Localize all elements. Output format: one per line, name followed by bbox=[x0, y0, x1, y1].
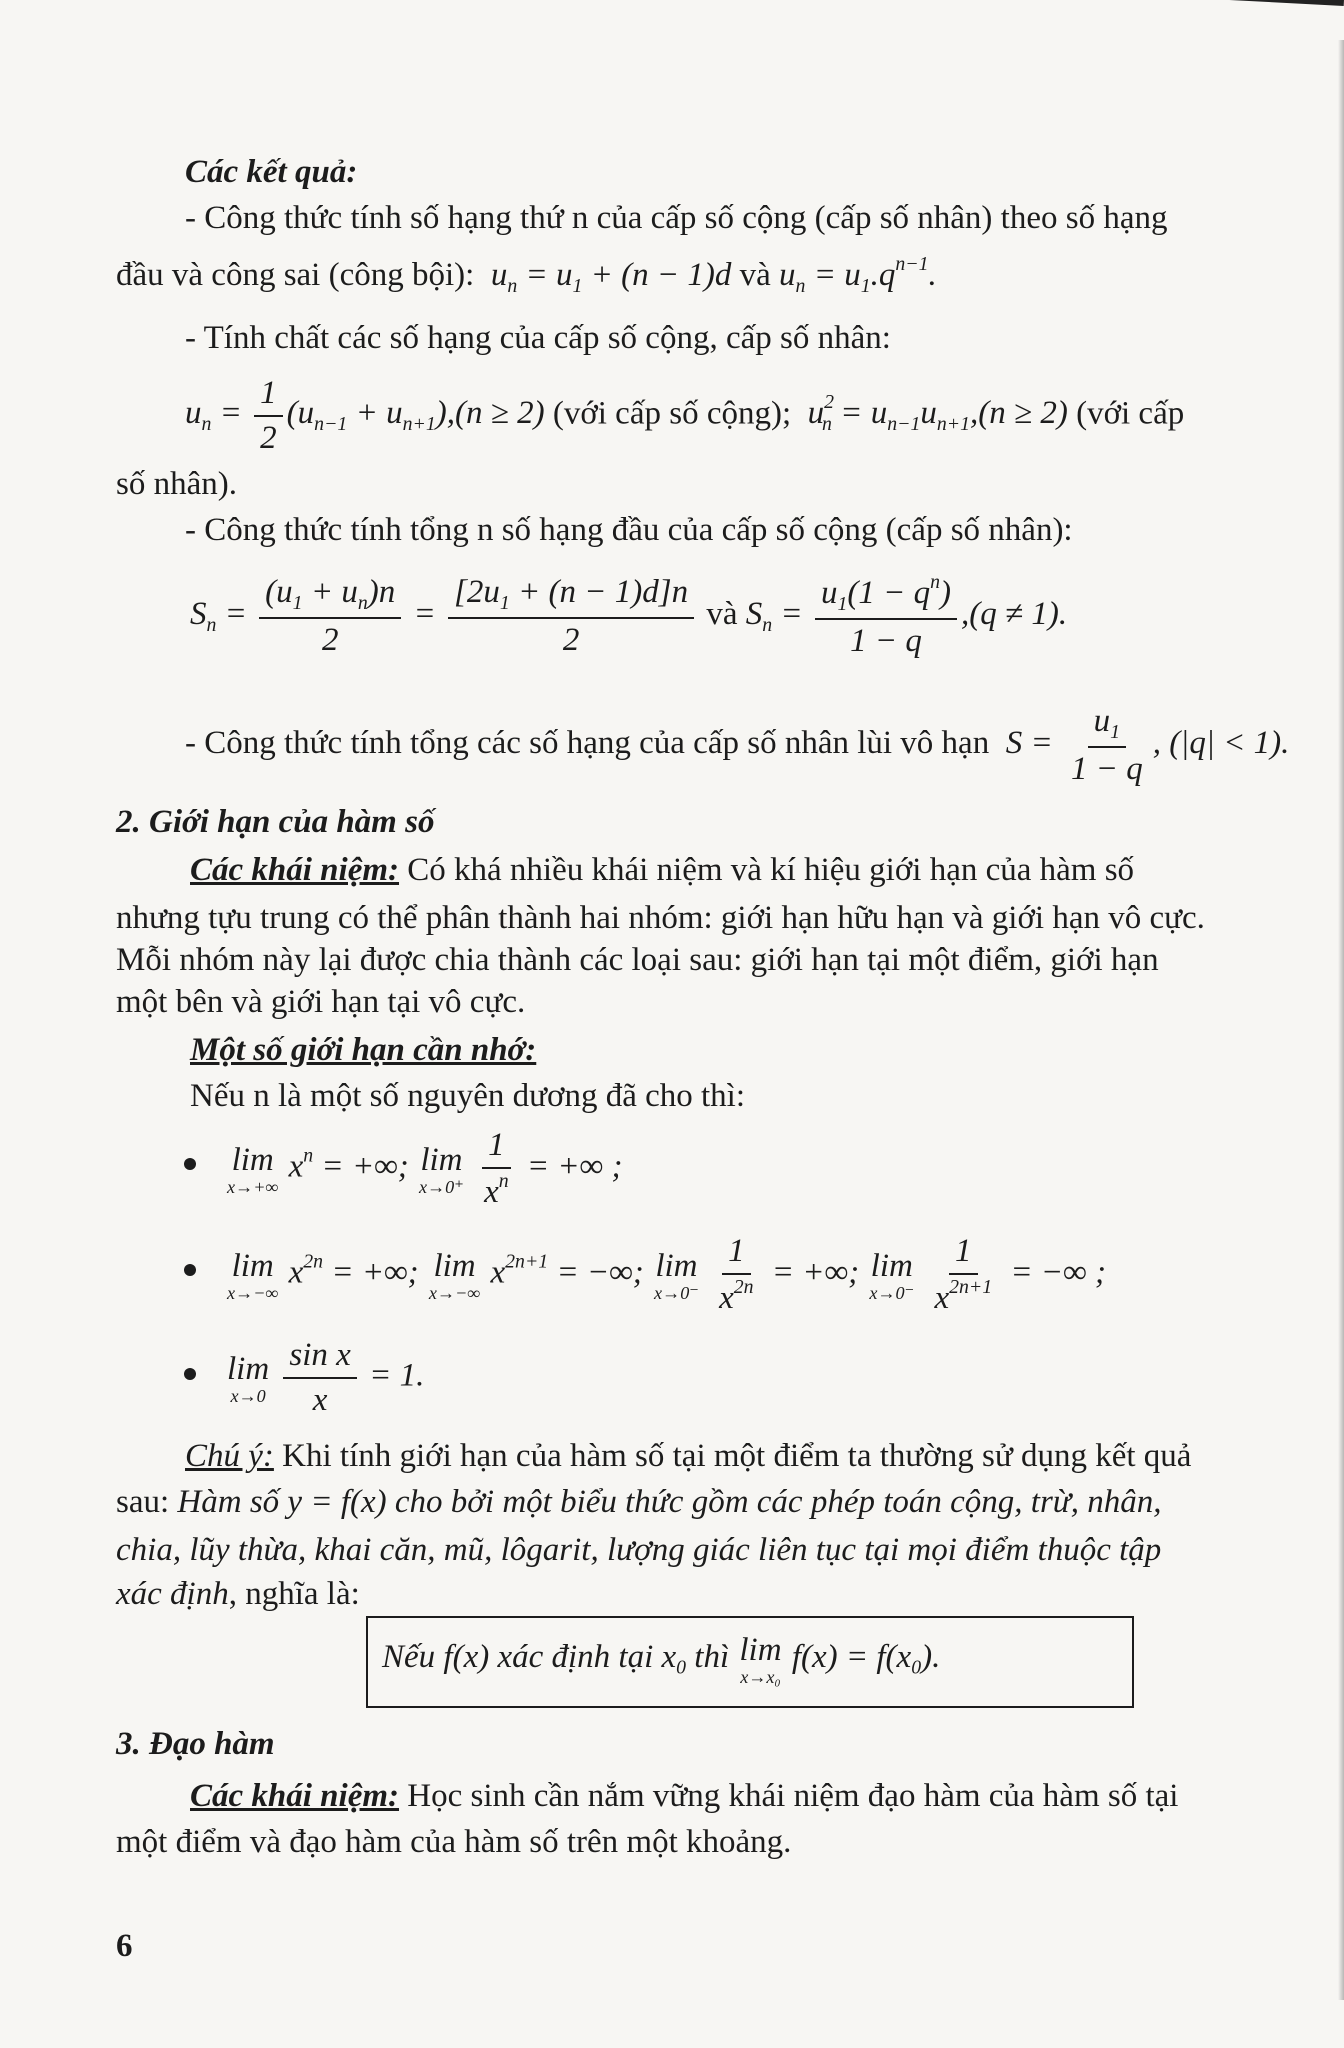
formula-geometric-property: $u^2_n = u_{n-1}u_{n+1},(n \ge 2)$ bbox=[799, 391, 1068, 436]
box-text: Nếu f(x) xác định tại x bbox=[382, 1638, 677, 1675]
paragraph-line: Nếu n là một số nguyên dương đã cho thì: bbox=[190, 1078, 746, 1114]
paragraph-line bbox=[116, 1482, 1162, 1523]
label-concepts: Các khái niệm: bbox=[190, 1778, 400, 1814]
label-note: Chú ý: bbox=[185, 1438, 274, 1474]
conjunction-text: và bbox=[739, 256, 771, 293]
paragraph-line: chia, lũy thừa, khai căn, mũ, lôgarit, lượng giác liên tục tại mọi điểm thuộc tập bbox=[116, 1532, 1162, 1568]
scan-edge-line bbox=[1214, 0, 1344, 6]
paragraph-text: Học sinh cần nắm vững khái niệm đạo hàm của hàm số tại bbox=[407, 1778, 1179, 1814]
paragraph-text: Khi tính giới hạn của hàm số tại một điểm ta thường sử dụng kết quả bbox=[282, 1438, 1192, 1474]
results-heading: Các kết quả: bbox=[185, 154, 358, 190]
formula-arithmetic-property: $u_n$ = $\frac{1}{2}$ $(u_{n-1} + u_{n+1}),(n \ge 2)$ bbox=[185, 395, 545, 431]
fraction: $\frac{1}{2}$ bbox=[254, 372, 283, 460]
paragraph-text: (với cấp bbox=[1076, 395, 1185, 432]
section-heading-limits: 2. Giới hạn của hàm số bbox=[116, 804, 435, 840]
paragraph-line-with-formula bbox=[116, 252, 937, 299]
paragraph-text: - Công thức tính tổng các số hạng của cấp số nhân lùi vô hạn bbox=[185, 724, 990, 761]
fraction: $\frac{u_1}{1 - q}$ bbox=[1065, 700, 1149, 791]
bullet bbox=[184, 1368, 196, 1380]
fraction: $\frac{[2u_1 + (n - 1)d]n}{2}$ bbox=[448, 571, 694, 662]
conjunction-text: và bbox=[706, 595, 738, 632]
formula-arithmetic-sum: $S_n$ = $\frac{(u_1 + u_n)n}{2}$ = $\frac{[2u_1 + (n - 1)d]n}{2}$ bbox=[190, 596, 698, 632]
page-edge-shadow bbox=[1338, 40, 1344, 2000]
paragraph-text: , nghĩa là: bbox=[228, 1576, 360, 1612]
property-formulas bbox=[185, 372, 1184, 460]
limit-formula-2: lim x→−∞ $x^{2n}$ = +∞; lim x→−∞ $x^{2n+1}$ = −∞; lim x→0⁻ $\frac{1}{x^{2n}}$ = +∞; lim x→0⁻ $\frac{1}{x^{2n+1}}$ = −∞ ; bbox=[225, 1230, 1106, 1320]
bullet bbox=[184, 1264, 196, 1276]
fraction: $\frac{u_1(1 - q^n)}{1 - q}$ bbox=[815, 570, 957, 662]
limits-heading: Một số giới hạn cần nhớ: bbox=[190, 1032, 537, 1068]
section-heading-derivative: 3. Đạo hàm bbox=[116, 1726, 275, 1762]
boxed-statement: Nếu f(x) xác định tại $x_0$ thì lim x→x₀ $f(x) = f(x_0)$. bbox=[382, 1632, 941, 1688]
formula-arithmetic-term: $u_n = u_1 + (n - 1)d$ bbox=[482, 256, 732, 297]
paragraph-line bbox=[185, 1436, 1191, 1477]
formula-geometric-term: $u_n = u_1.q^{n-1}$. bbox=[779, 253, 937, 297]
paragraph-line bbox=[190, 850, 1134, 891]
paragraph-text: xác định bbox=[116, 1576, 229, 1612]
paragraph-line: số nhân). bbox=[116, 466, 237, 502]
limit-formula-3: lim x→0 $\frac{\text{sin x}}{x}$ = 1. bbox=[225, 1334, 424, 1422]
sum-formulas bbox=[190, 570, 1067, 662]
paragraph-text: Hàm số y = f(x) cho bởi một biểu thức gồm các phép toán cộng, trừ, nhân, bbox=[177, 1484, 1162, 1520]
paragraph-line: một điểm và đạo hàm của hàm số trên một khoảng. bbox=[116, 1824, 792, 1860]
limit-formula-1: lim x→+∞ $x^n$ = +∞; lim x→0⁺ $\frac{1}{x^n}$ = +∞ ; bbox=[225, 1124, 622, 1214]
paragraph-text: sau: bbox=[116, 1484, 170, 1520]
infinite-sum-line bbox=[185, 700, 1289, 791]
paragraph-line bbox=[116, 1574, 360, 1615]
fraction: $\frac{(u_1 + u_n)n}{2}$ bbox=[259, 571, 401, 662]
paragraph-text: Có khá nhiều khái niệm và kí hiệu giới hạn của hàm số bbox=[407, 852, 1135, 888]
formula-geometric-sum: $S_n$ = $\frac{u_1(1 - q^n)}{1 - q}$ ,(q ≠ 1). bbox=[746, 596, 1067, 632]
paragraph-line: - Công thức tính số hạng thứ n của cấp số cộng (cấp số nhân) theo số hạng bbox=[185, 200, 1168, 236]
page-number: 6 bbox=[116, 1928, 133, 1964]
paragraph-text: đầu và công sai (công bội): bbox=[116, 256, 475, 293]
formula-infinite-sum: S = $\frac{u_1}{1 - q}$ , (|q| < 1). bbox=[997, 725, 1289, 761]
paragraph-line: - Công thức tính tổng n số hạng đầu của cấp số cộng (cấp số nhân): bbox=[185, 512, 1073, 548]
box-then: thì bbox=[694, 1638, 730, 1675]
paragraph-line bbox=[190, 1776, 1178, 1817]
paragraph-text: (với cấp số cộng); bbox=[552, 395, 792, 432]
label-concepts: Các khái niệm: bbox=[190, 852, 400, 888]
paragraph-line: nhưng tựu trung có thể phân thành hai nhóm: giới hạn hữu hạn và giới hạn vô cực. bbox=[116, 900, 1205, 936]
bullet bbox=[184, 1158, 196, 1170]
paragraph-line: một bên và giới hạn tại vô cực. bbox=[116, 984, 526, 1020]
paragraph-line: Mỗi nhóm này lại được chia thành các loại sau: giới hạn tại một điểm, giới hạn bbox=[116, 942, 1159, 978]
paragraph-line: - Tính chất các số hạng của cấp số cộng, cấp số nhân: bbox=[185, 320, 891, 356]
